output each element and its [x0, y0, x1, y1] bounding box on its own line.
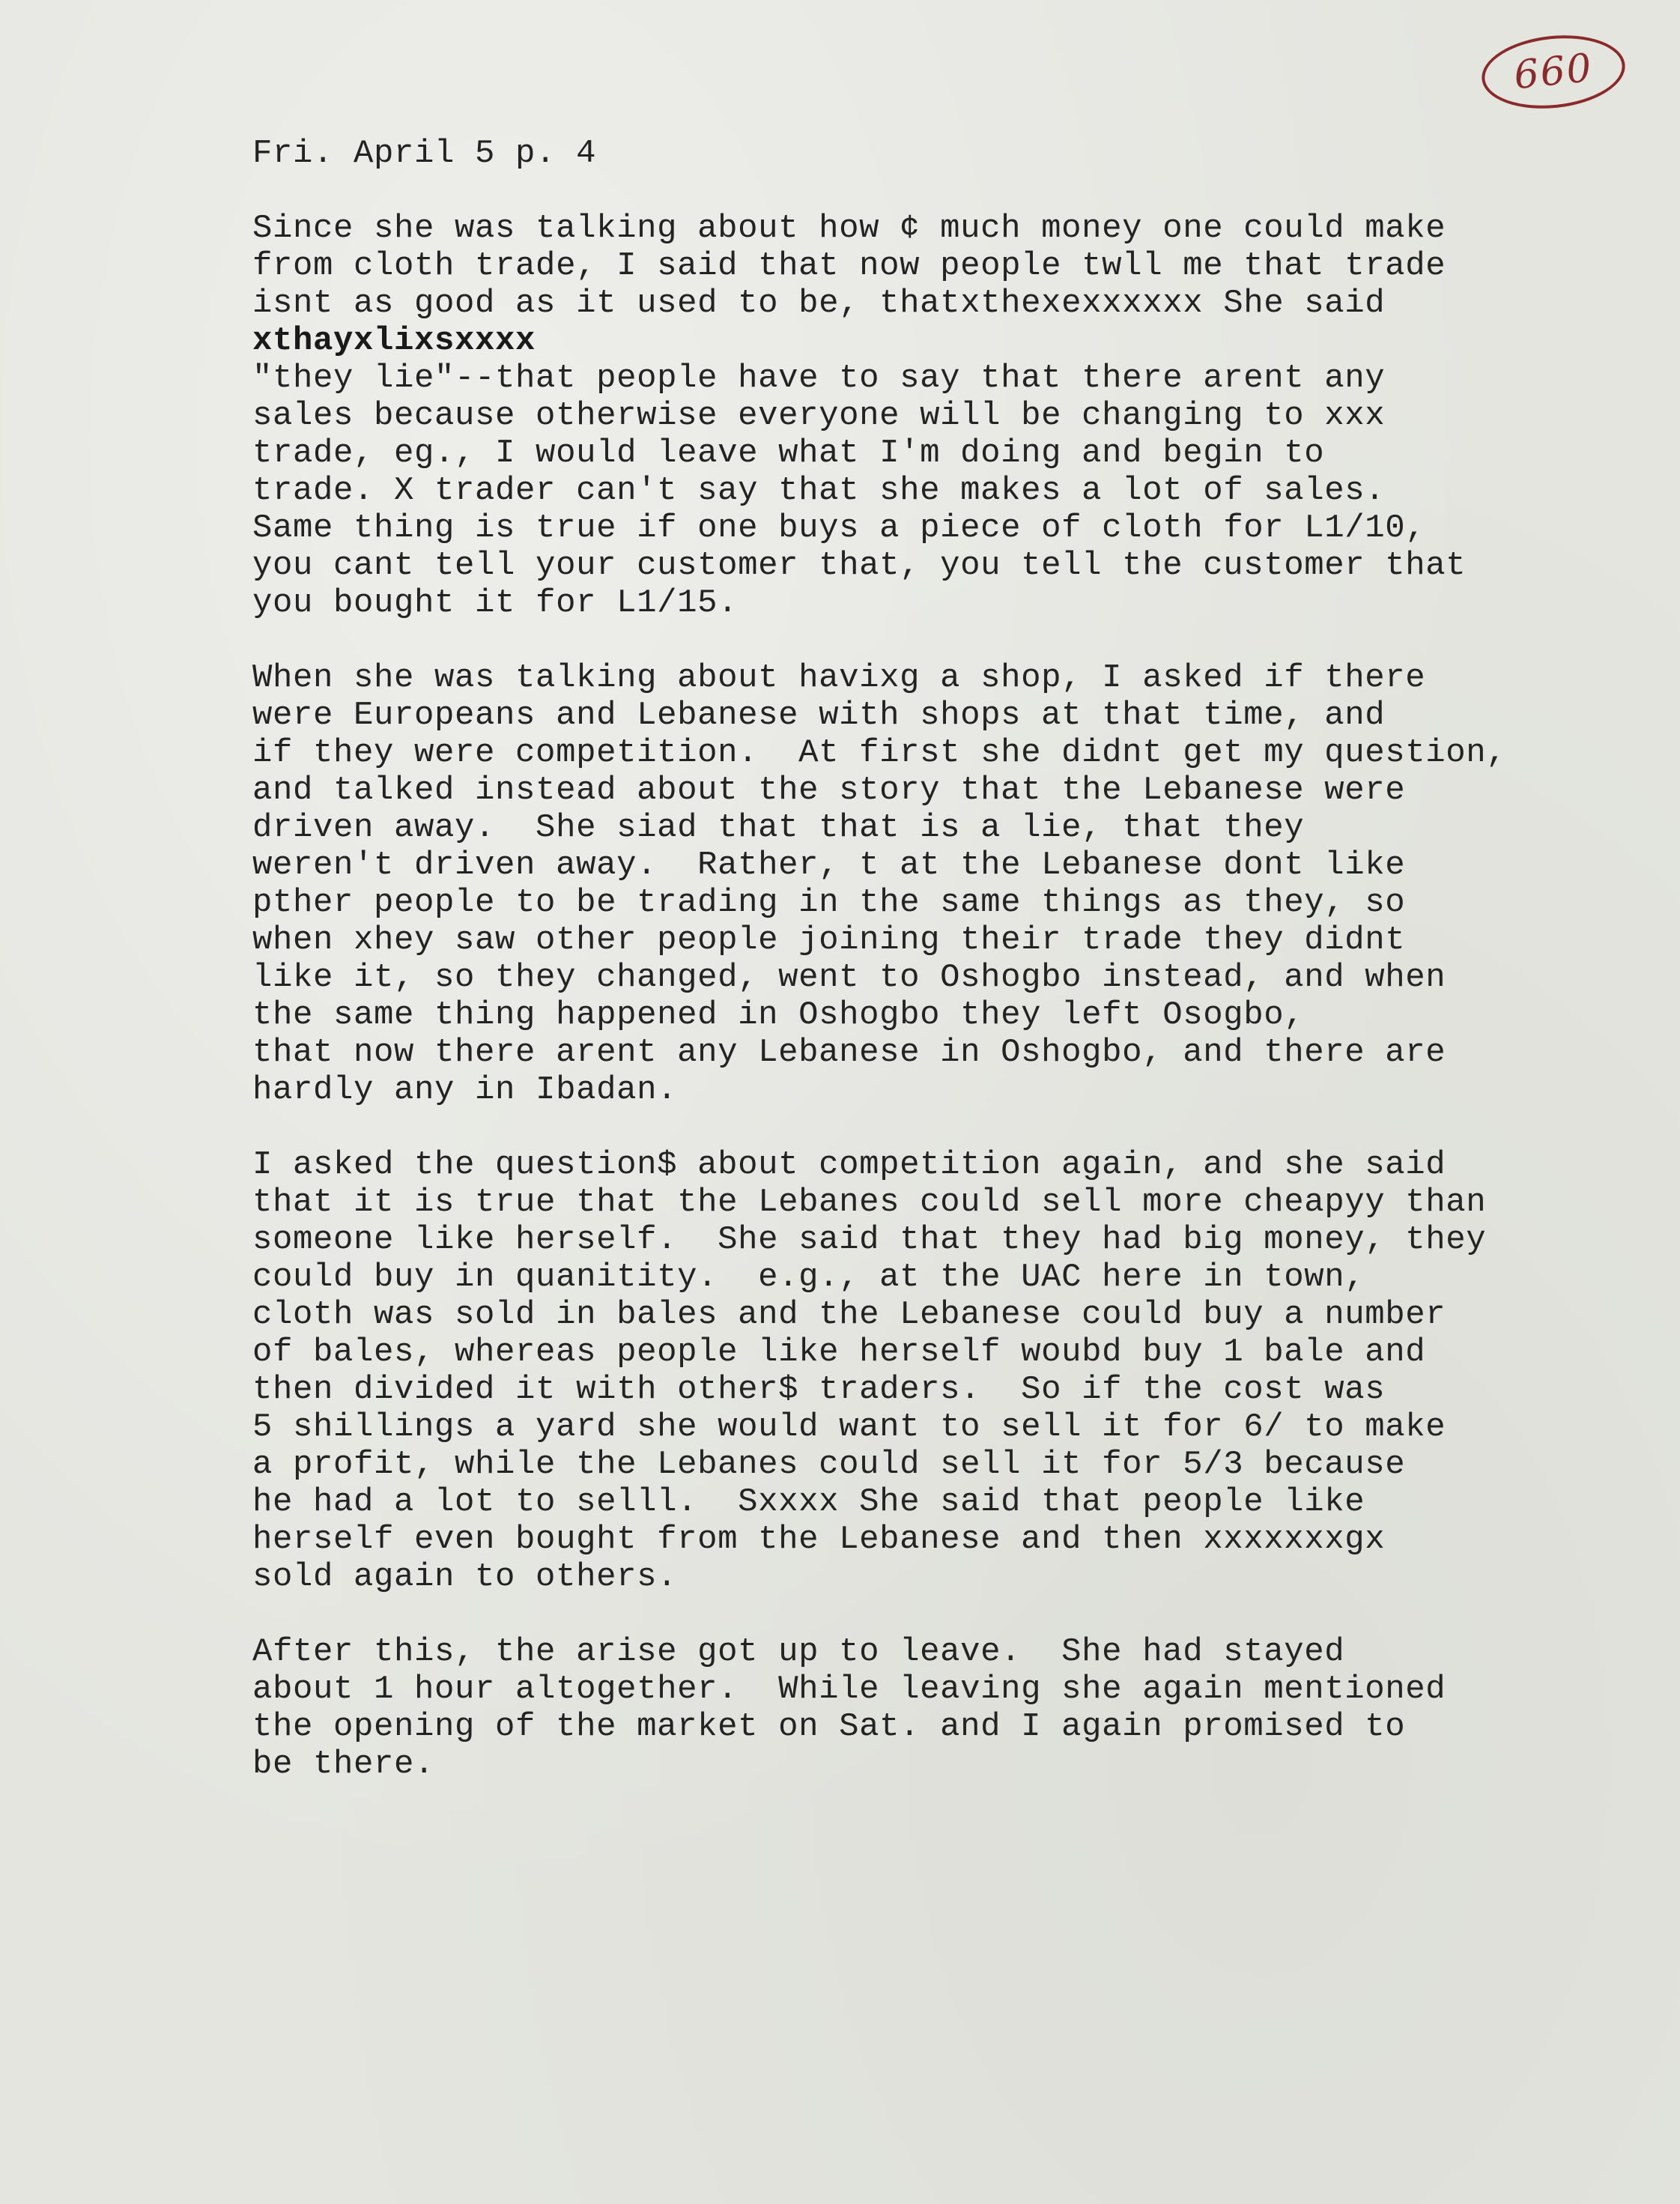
- text-line: you cant tell your customer that, you tell the customer that: [252, 547, 1467, 584]
- text-line: about 1 hour altogether. While leaving she again mentioned: [252, 1671, 1446, 1708]
- text-line: pther people to be trading in the same things as they, so: [252, 884, 1406, 921]
- page-number-text: 660: [1511, 45, 1595, 99]
- text-line: trade. X trader can't say that she makes a lot of sales.: [252, 472, 1386, 509]
- blank-line: [252, 622, 1661, 659]
- page-number-stamp: [1479, 28, 1629, 115]
- text-line: if they were competition. At first she didnt get my question,: [252, 734, 1507, 772]
- text-line: from cloth trade, I said that now people twll me that trade: [252, 247, 1446, 285]
- text-line: driven away. She siad that that is a lie, that they: [252, 809, 1305, 847]
- text-line: the same thing happened in Oshogbo they left Osogbo,: [252, 996, 1305, 1034]
- text-line: of bales, whereas people like herself woubd buy 1 bale and: [252, 1333, 1426, 1371]
- text-line: "they lie"--that people have to say that there arent any: [252, 360, 1386, 397]
- text-line: like it, so they changed, went to Oshogbo instead, and when: [252, 959, 1446, 996]
- text-line: that now there arent any Lebanese in Oshogbo, and there are: [252, 1034, 1446, 1071]
- text-line: Same thing is true if one buys a piece of cloth for L1/10,: [252, 509, 1426, 547]
- text-line: he had a lot to selll. Sxxxx She said that people like: [252, 1483, 1365, 1521]
- text-line: then divided it with other$ traders. So if the cost was: [252, 1371, 1386, 1408]
- text-line: cloth was sold in bales and the Lebanese could buy a number: [252, 1296, 1446, 1333]
- text-line: sales because otherwise everyone will be changing to xxx: [252, 397, 1386, 435]
- typescript-body: [252, 135, 1661, 1783]
- blank-line: [252, 1596, 1661, 1633]
- blank-line: [252, 1109, 1661, 1146]
- text-line: the opening of the market on Sat. and I again promised to: [252, 1708, 1406, 1746]
- text-line: sold again to others.: [252, 1558, 678, 1596]
- text-line: trade, eg., I would leave what I'm doing and begin to: [252, 435, 1325, 472]
- text-line: Since she was talking about how ¢ much money one could make: [252, 210, 1446, 247]
- text-line: you bought it for L1/15.: [252, 584, 739, 622]
- text-line: someone like herself. She said that they had big money, they: [252, 1221, 1487, 1259]
- text-line: After this, the arise got up to leave. She had stayed: [252, 1633, 1345, 1671]
- blank-line: [252, 172, 1661, 210]
- text-line: herself even bought from the Lebanese and then xxxxxxxgx: [252, 1521, 1386, 1558]
- text-line: weren't driven away. Rather, t at the Lebanese dont like: [252, 847, 1406, 884]
- struck-out-line: xthayxlixsxxxx: [252, 322, 536, 360]
- text-line: when xhey saw other people joining their trade they didnt: [252, 921, 1406, 959]
- text-line: could buy in quanitity. e.g., at the UAC here in town,: [252, 1259, 1365, 1296]
- text-line: were Europeans and Lebanese with shops at that time, and: [252, 697, 1386, 734]
- text-line: 5 shillings a yard she would want to sell it for 6/ to make: [252, 1408, 1446, 1446]
- text-line: be there.: [252, 1746, 435, 1783]
- text-line: and talked instead about the story that the Lebanese were: [252, 772, 1406, 809]
- text-line: I asked the question$ about competition again, and she said: [252, 1146, 1446, 1184]
- text-line: that it is true that the Lebanes could sell more cheapyy than: [252, 1184, 1487, 1221]
- text-line: hardly any in Ibadan.: [252, 1071, 678, 1109]
- text-line: isnt as good as it used to be, thatxthexexxxxxx She said: [252, 285, 1386, 322]
- text-line: When she was talking about havixg a shop, I asked if there: [252, 659, 1426, 697]
- page-header: Fri. April 5 p. 4: [252, 135, 597, 172]
- text-line: a profit, while the Lebanes could sell it for 5/3 because: [252, 1446, 1406, 1483]
